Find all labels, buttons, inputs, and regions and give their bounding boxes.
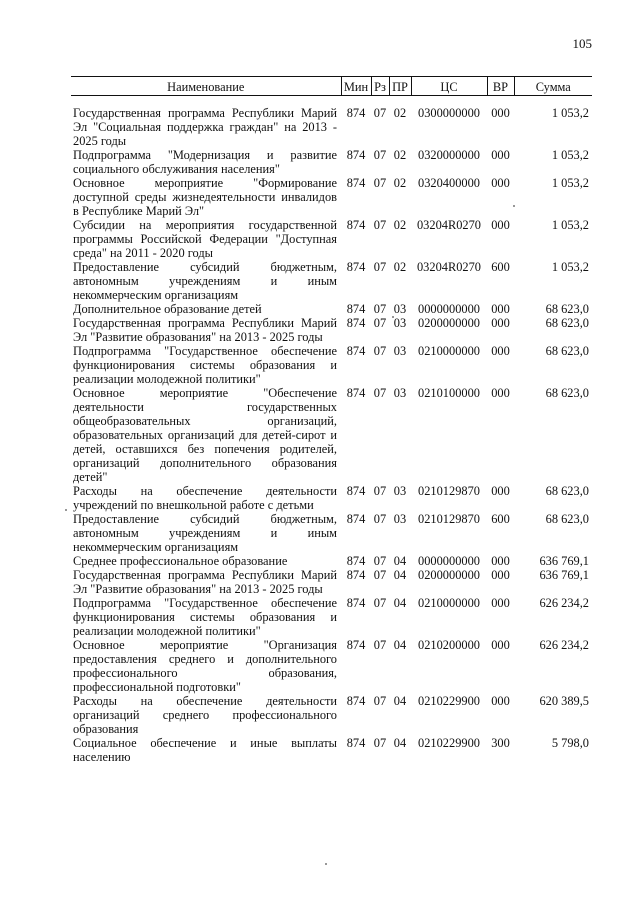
cell-sum: 68 623,0 — [545, 344, 589, 358]
table-row — [71, 386, 592, 484]
cell-pr: 03 — [393, 512, 407, 526]
cell-min: 874 — [346, 316, 366, 330]
cell-rz: 07 — [373, 694, 387, 708]
cell-vr: 000 — [491, 386, 510, 400]
cell-name: Подпрограмма "Государственное обеспечение функционирования системы образования и реализации молодежной политики" — [73, 344, 337, 386]
cell-cs: 0200000000 — [418, 316, 480, 330]
cell-rz: 07 — [373, 316, 387, 330]
cell-name: Основное мероприятие "Формирование доступной среды жизнедеятельности инвалидов в Республике Марий Эл" — [73, 176, 337, 218]
cell-sum: 626 234,2 — [539, 596, 589, 610]
scan-speck — [325, 863, 327, 865]
cell-name: Основное мероприятие "Организация предоставления среднего и дополнительного профессионального образования, профессиональной подготовки" — [73, 638, 337, 694]
cell-vr: 000 — [491, 106, 510, 120]
cell-vr: 600 — [491, 260, 510, 274]
cell-name: Государственная программа Республики Марий Эл "Развитие образования" на 2013 - 2025 годы — [73, 568, 337, 596]
table-row — [71, 596, 592, 638]
cell-cs: 0000000000 — [418, 554, 480, 568]
cell-sum: 68 623,0 — [545, 302, 589, 316]
header-pr: ПР — [389, 77, 411, 96]
header-name: Наименование — [71, 77, 341, 96]
cell-cs: 0210100000 — [418, 386, 480, 400]
cell-cs: 03204R0270 — [416, 218, 482, 232]
header-cs: ЦС — [411, 77, 487, 96]
cell-pr: 03 — [393, 386, 407, 400]
cell-name: Среднее профессиональное образование — [73, 554, 288, 568]
cell-name: Предоставление субсидий бюджетным, автономным учреждениям и иным некоммерческим организациям — [73, 512, 337, 554]
cell-pr: 04 — [393, 596, 407, 610]
cell-cs: 0210229900 — [418, 736, 480, 750]
table-row — [71, 512, 592, 554]
table-row — [71, 148, 592, 176]
table-row — [71, 302, 592, 316]
cell-name: Дополнительное образование детей — [73, 302, 262, 316]
cell-rz: 07 — [373, 344, 387, 358]
cell-min: 874 — [346, 386, 366, 400]
cell-sum: 620 389,5 — [539, 694, 589, 708]
cell-pr: 02 — [393, 176, 407, 190]
cell-name: Подпрограмма "Государственное обеспечение функционирования системы образования и реализации молодежной политики" — [73, 596, 337, 638]
cell-cs: 0210129870 — [418, 484, 480, 498]
cell-min: 874 — [346, 638, 366, 652]
cell-cs: 0210000000 — [418, 344, 480, 358]
cell-sum: 1 053,2 — [551, 260, 589, 274]
cell-vr: 000 — [491, 316, 510, 330]
cell-sum: 636 769,1 — [539, 568, 589, 582]
cell-min: 874 — [346, 596, 366, 610]
table-row — [71, 96, 592, 149]
cell-vr: 000 — [491, 302, 510, 316]
cell-name: Подпрограмма "Модернизация и развитие социального обслуживания населения" — [73, 148, 337, 176]
cell-cs: 0320000000 — [418, 148, 480, 162]
cell-name: Предоставление субсидий бюджетным, автономным учреждениям и иным некоммерческим организациям — [73, 260, 337, 302]
cell-rz: 07 — [373, 302, 387, 316]
cell-min: 874 — [346, 344, 366, 358]
header-rz: Рз — [371, 77, 389, 96]
cell-min: 874 — [346, 260, 366, 274]
budget-table — [71, 76, 592, 764]
cell-rz: 07 — [373, 554, 387, 568]
cell-vr: 000 — [491, 694, 510, 708]
cell-cs: 0210129870 — [418, 512, 480, 526]
table-row — [71, 638, 592, 694]
cell-cs: 0320400000 — [418, 176, 480, 190]
cell-rz: 07 — [373, 106, 387, 120]
cell-vr: 000 — [491, 344, 510, 358]
cell-vr: 000 — [491, 638, 510, 652]
cell-vr: 000 — [491, 218, 510, 232]
cell-pr: 02 — [393, 218, 407, 232]
cell-pr: 03 — [393, 344, 407, 358]
table-row — [71, 218, 592, 260]
cell-cs: 0300000000 — [418, 106, 480, 120]
cell-sum: 68 623,0 — [545, 386, 589, 400]
table-row — [71, 260, 592, 302]
cell-pr: 03 — [393, 484, 407, 498]
cell-rz: 07 — [373, 596, 387, 610]
cell-min: 874 — [346, 302, 366, 316]
cell-min: 874 — [346, 736, 366, 750]
header-vr: ВР — [487, 77, 514, 96]
table-row — [71, 344, 592, 386]
cell-name: Расходы на обеспечение деятельности организаций среднего профессионального образования — [73, 694, 337, 736]
cell-rz: 07 — [373, 512, 387, 526]
cell-cs: 0210200000 — [418, 638, 480, 652]
cell-sum: 626 234,2 — [539, 638, 589, 652]
cell-cs: 03204R0270 — [416, 260, 482, 274]
cell-pr: 02 — [393, 106, 407, 120]
cell-cs: 0200000000 — [418, 568, 480, 582]
cell-rz: 07 — [373, 638, 387, 652]
cell-rz: 07 — [373, 386, 387, 400]
cell-name: Расходы на обеспечение деятельности учреждений по внешкольной работе с детьми — [73, 484, 337, 512]
cell-vr: 000 — [491, 484, 510, 498]
cell-sum: 1 053,2 — [551, 106, 589, 120]
cell-min: 874 — [346, 218, 366, 232]
cell-pr: 03 — [393, 302, 407, 316]
cell-pr: 04 — [393, 638, 407, 652]
page-number: 105 — [572, 36, 592, 51]
cell-min: 874 — [346, 694, 366, 708]
table-header-row — [71, 77, 592, 96]
cell-vr: 000 — [491, 148, 510, 162]
cell-rz: 07 — [373, 736, 387, 750]
table-row — [71, 316, 592, 344]
cell-pr: 02 — [393, 260, 407, 274]
cell-sum: 68 623,0 — [545, 484, 589, 498]
cell-name: Основное мероприятие "Обеспечение деятельности государственных общеобразовательных организаций, образовательных организаций для детей-сирот и детей, оставшихся без попечения родителей, организаций дополнительного образования детей" — [73, 386, 337, 484]
cell-pr: 04 — [393, 694, 407, 708]
cell-vr: 000 — [491, 596, 510, 610]
cell-min: 874 — [346, 512, 366, 526]
cell-min: 874 — [346, 568, 366, 582]
scan-speck — [392, 316, 394, 318]
table-row — [71, 568, 592, 596]
table-row — [71, 484, 592, 512]
cell-sum: 5 798,0 — [551, 736, 589, 750]
cell-pr: 02 — [393, 148, 407, 162]
cell-rz: 07 — [373, 260, 387, 274]
cell-sum: 1 053,2 — [551, 218, 589, 232]
cell-name: Государственная программа Республики Марий Эл "Развитие образования" на 2013 - 2025 годы — [73, 316, 337, 344]
cell-rz: 07 — [373, 484, 387, 498]
cell-name: Социальное обеспечение и иные выплаты населению — [73, 736, 337, 764]
cell-name: Субсидии на мероприятия государственной программы Российской Федерации "Доступная среда" на 2011 - 2020 годы — [73, 218, 337, 260]
table-row — [71, 736, 592, 764]
cell-min: 874 — [346, 554, 366, 568]
cell-min: 874 — [346, 106, 366, 120]
cell-vr: 000 — [491, 176, 510, 190]
header-min: Мин — [341, 77, 371, 96]
cell-cs: 0210000000 — [418, 596, 480, 610]
cell-pr: 03 — [393, 316, 407, 330]
cell-cs: 0210229900 — [418, 694, 480, 708]
cell-cs: 0000000000 — [418, 302, 480, 316]
cell-name: Государственная программа Республики Марий Эл "Социальная поддержка граждан" на 2013 - 2025 годы — [73, 106, 337, 148]
cell-min: 874 — [346, 484, 366, 498]
cell-vr: 000 — [491, 568, 510, 582]
cell-min: 874 — [346, 176, 366, 190]
cell-sum: 1 053,2 — [551, 148, 589, 162]
table-row — [71, 176, 592, 218]
table-row — [71, 554, 592, 568]
cell-sum: 68 623,0 — [545, 512, 589, 526]
cell-sum: 1 053,2 — [551, 176, 589, 190]
cell-vr: 000 — [491, 554, 510, 568]
cell-rz: 07 — [373, 148, 387, 162]
cell-pr: 04 — [393, 568, 407, 582]
cell-vr: 300 — [491, 736, 510, 750]
header-sum: Сумма — [514, 77, 592, 96]
scan-speck — [65, 509, 67, 511]
table-row — [71, 694, 592, 736]
table-body — [71, 96, 592, 765]
cell-vr: 600 — [491, 512, 510, 526]
scan-speck — [513, 205, 515, 207]
cell-rz: 07 — [373, 568, 387, 582]
cell-rz: 07 — [373, 218, 387, 232]
cell-pr: 04 — [393, 736, 407, 750]
cell-min: 874 — [346, 148, 366, 162]
cell-pr: 04 — [393, 554, 407, 568]
cell-sum: 68 623,0 — [545, 316, 589, 330]
cell-rz: 07 — [373, 176, 387, 190]
cell-sum: 636 769,1 — [539, 554, 589, 568]
